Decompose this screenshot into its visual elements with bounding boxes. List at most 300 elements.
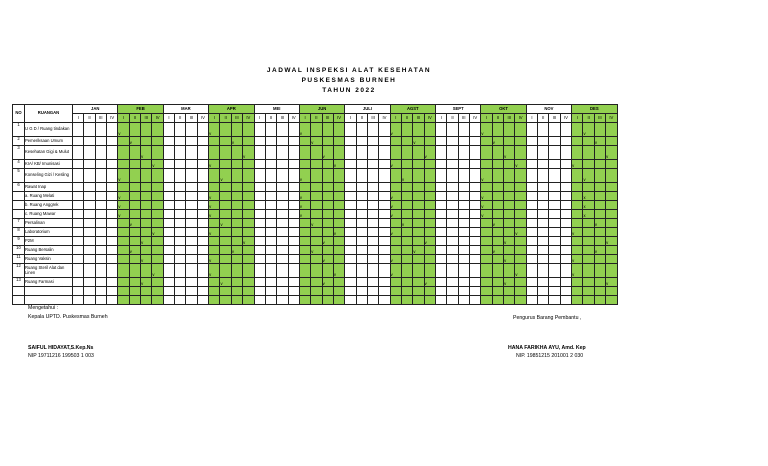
room-name: c. Ruang Mawar	[25, 210, 73, 219]
schedule-cell	[413, 210, 424, 219]
week-header: I	[481, 114, 492, 123]
schedule-cell	[379, 228, 390, 237]
schedule-cell	[277, 264, 288, 278]
schedule-cell	[243, 201, 254, 210]
schedule-cell	[243, 183, 254, 192]
schedule-cell	[220, 210, 231, 219]
schedule-cell	[526, 183, 537, 192]
schedule-cell	[436, 160, 447, 169]
check-mark: v	[481, 210, 492, 219]
schedule-cell	[572, 201, 583, 210]
check-mark: v	[129, 137, 140, 146]
schedule-cell	[447, 237, 458, 246]
schedule-cell	[186, 201, 197, 210]
schedule-cell	[345, 146, 356, 160]
schedule-cell	[481, 237, 492, 246]
row-number: 1	[13, 123, 25, 137]
schedule-cell	[118, 237, 129, 246]
schedule-cell	[379, 192, 390, 201]
schedule-cell	[311, 160, 322, 169]
check-mark: v	[583, 169, 594, 183]
month-header: SEPT	[436, 105, 481, 114]
schedule-cell	[401, 146, 412, 160]
schedule-cell	[277, 237, 288, 246]
schedule-cell	[526, 237, 537, 246]
schedule-cell	[277, 192, 288, 201]
schedule-cell	[95, 219, 106, 228]
schedule-cell	[526, 169, 537, 183]
schedule-cell	[141, 296, 152, 305]
schedule-cell	[549, 210, 560, 219]
schedule-cell	[356, 137, 367, 146]
week-header: I	[118, 114, 129, 123]
check-mark: v	[299, 201, 310, 210]
schedule-cell	[583, 219, 594, 228]
schedule-cell	[492, 160, 503, 169]
schedule-cell	[277, 201, 288, 210]
schedule-cell	[254, 183, 265, 192]
schedule-cell	[470, 287, 481, 296]
row-number	[13, 201, 25, 210]
check-mark: v	[424, 146, 435, 160]
schedule-cell	[265, 169, 276, 183]
schedule-cell	[413, 192, 424, 201]
schedule-cell	[436, 246, 447, 255]
schedule-cell	[186, 210, 197, 219]
room-name: U G D / Ruang tindakan	[25, 123, 73, 137]
schedule-cell	[356, 287, 367, 296]
room-name: Konseling Gizi / Kesling	[25, 169, 73, 183]
schedule-cell	[243, 137, 254, 146]
schedule-cell	[379, 219, 390, 228]
schedule-cell	[311, 210, 322, 219]
schedule-cell	[84, 255, 95, 264]
check-mark: v	[209, 123, 220, 137]
table-row	[13, 219, 618, 228]
schedule-cell	[515, 137, 526, 146]
schedule-cell	[447, 296, 458, 305]
schedule-cell	[277, 169, 288, 183]
schedule-cell	[73, 287, 84, 296]
schedule-cell	[186, 246, 197, 255]
check-mark: v	[209, 192, 220, 201]
schedule-cell	[424, 137, 435, 146]
schedule-cell	[470, 183, 481, 192]
check-mark: v	[118, 192, 129, 201]
schedule-cell	[129, 228, 140, 237]
schedule-cell	[401, 228, 412, 237]
schedule-cell	[526, 246, 537, 255]
schedule-cell	[322, 169, 333, 183]
schedule-cell	[84, 192, 95, 201]
schedule-cell	[526, 146, 537, 160]
schedule-cell	[492, 169, 503, 183]
column-header-room: RUANGAN	[25, 105, 73, 123]
schedule-cell	[504, 219, 515, 228]
schedule-cell	[254, 201, 265, 210]
schedule-cell	[401, 255, 412, 264]
schedule-cell	[492, 228, 503, 237]
check-mark: v	[299, 169, 310, 183]
schedule-cell	[254, 296, 265, 305]
schedule-cell	[333, 278, 344, 287]
schedule-cell	[594, 264, 605, 278]
schedule-cell	[458, 137, 469, 146]
schedule-cell	[141, 287, 152, 296]
schedule-cell	[231, 287, 242, 296]
schedule-cell	[141, 169, 152, 183]
schedule-cell	[538, 255, 549, 264]
schedule-cell	[572, 246, 583, 255]
schedule-cell	[129, 278, 140, 287]
schedule-cell	[197, 210, 208, 219]
schedule-cell	[299, 228, 310, 237]
schedule-cell	[390, 169, 401, 183]
row-number: 3	[13, 146, 25, 160]
schedule-cell	[492, 287, 503, 296]
schedule-cell	[118, 160, 129, 169]
schedule-cell	[163, 192, 174, 201]
schedule-cell	[390, 219, 401, 228]
table-row-empty	[13, 287, 618, 296]
month-header: NOV	[526, 105, 571, 114]
schedule-cell	[436, 296, 447, 305]
schedule-cell	[401, 201, 412, 210]
schedule-cell	[333, 146, 344, 160]
schedule-cell	[163, 228, 174, 237]
schedule-cell	[379, 264, 390, 278]
schedule-cell	[549, 246, 560, 255]
schedule-cell	[186, 169, 197, 183]
check-mark: x	[583, 201, 594, 210]
schedule-cell	[231, 255, 242, 264]
table-row	[13, 146, 618, 160]
schedule-cell	[152, 192, 163, 201]
schedule-cell	[186, 160, 197, 169]
schedule-cell	[231, 201, 242, 210]
schedule-cell	[118, 146, 129, 160]
schedule-cell	[141, 192, 152, 201]
schedule-cell	[583, 287, 594, 296]
schedule-cell	[515, 123, 526, 137]
schedule-cell	[447, 255, 458, 264]
schedule-cell	[515, 287, 526, 296]
schedule-cell	[379, 237, 390, 246]
check-mark: v	[299, 123, 310, 137]
schedule-cell	[538, 264, 549, 278]
schedule-cell	[526, 287, 537, 296]
schedule-cell	[447, 123, 458, 137]
schedule-cell	[299, 146, 310, 160]
schedule-cell	[197, 228, 208, 237]
schedule-cell	[322, 246, 333, 255]
schedule-cell	[265, 146, 276, 160]
document-subtitle: PUSKESMAS BURNEH	[301, 77, 397, 84]
schedule-cell	[197, 264, 208, 278]
schedule-cell	[345, 228, 356, 237]
schedule-cell	[560, 146, 571, 160]
schedule-cell	[73, 296, 84, 305]
schedule-cell	[436, 255, 447, 264]
schedule-cell	[345, 278, 356, 287]
schedule-cell	[606, 296, 617, 305]
schedule-cell	[118, 137, 129, 146]
schedule-cell	[322, 137, 333, 146]
schedule-cell	[152, 219, 163, 228]
schedule-cell	[107, 296, 118, 305]
schedule-cell	[492, 123, 503, 137]
schedule-cell	[95, 210, 106, 219]
week-header: III	[231, 114, 242, 123]
schedule-cell	[265, 287, 276, 296]
schedule-cell	[84, 264, 95, 278]
schedule-cell	[311, 255, 322, 264]
schedule-cell	[311, 237, 322, 246]
schedule-cell	[594, 228, 605, 237]
schedule-cell	[73, 237, 84, 246]
schedule-cell	[277, 137, 288, 146]
schedule-cell	[424, 123, 435, 137]
schedule-cell	[413, 160, 424, 169]
schedule-cell	[322, 123, 333, 137]
schedule-cell	[73, 169, 84, 183]
week-header: I	[73, 114, 84, 123]
schedule-cell	[481, 228, 492, 237]
schedule-cell	[345, 160, 356, 169]
schedule-cell	[367, 287, 378, 296]
schedule-cell	[606, 183, 617, 192]
schedule-cell	[549, 296, 560, 305]
schedule-cell	[243, 246, 254, 255]
week-header: II	[175, 114, 186, 123]
schedule-cell	[163, 296, 174, 305]
schedule-cell	[197, 123, 208, 137]
schedule-cell	[231, 123, 242, 137]
schedule-cell	[560, 219, 571, 228]
schedule-cell	[95, 192, 106, 201]
room-name: Rawat Inap	[25, 183, 73, 192]
week-header: III	[594, 114, 605, 123]
check-mark: v	[118, 123, 129, 137]
row-number	[13, 210, 25, 219]
schedule-cell	[538, 146, 549, 160]
schedule-cell	[220, 146, 231, 160]
schedule-cell	[322, 183, 333, 192]
schedule-cell	[129, 123, 140, 137]
schedule-cell	[73, 210, 84, 219]
schedule-cell	[424, 169, 435, 183]
schedule-cell	[606, 210, 617, 219]
schedule-cell	[107, 137, 118, 146]
schedule-cell	[220, 137, 231, 146]
schedule-cell	[345, 210, 356, 219]
schedule-cell	[129, 296, 140, 305]
schedule-cell	[458, 201, 469, 210]
schedule-cell	[333, 255, 344, 264]
schedule-cell	[413, 123, 424, 137]
schedule-cell	[333, 287, 344, 296]
table-row	[13, 137, 618, 146]
schedule-cell	[254, 146, 265, 160]
schedule-cell	[424, 201, 435, 210]
check-mark: v	[583, 123, 594, 137]
schedule-cell	[175, 146, 186, 160]
schedule-cell	[288, 219, 299, 228]
schedule-cell	[538, 183, 549, 192]
schedule-cell	[107, 210, 118, 219]
schedule-cell	[288, 255, 299, 264]
check-mark: v	[333, 160, 344, 169]
schedule-cell	[549, 169, 560, 183]
schedule-cell	[549, 228, 560, 237]
schedule-cell	[197, 160, 208, 169]
schedule-cell	[277, 183, 288, 192]
schedule-cell	[175, 264, 186, 278]
week-header: IV	[424, 114, 435, 123]
schedule-cell	[73, 146, 84, 160]
schedule-cell	[265, 137, 276, 146]
schedule-cell	[447, 183, 458, 192]
check-mark: v	[401, 219, 412, 228]
schedule-cell	[560, 237, 571, 246]
schedule-cell	[606, 169, 617, 183]
schedule-cell	[413, 296, 424, 305]
schedule-cell	[549, 183, 560, 192]
schedule-cell	[367, 219, 378, 228]
check-mark: v	[141, 278, 152, 287]
schedule-cell	[95, 237, 106, 246]
document-title-block	[0, 66, 698, 96]
schedule-cell	[481, 296, 492, 305]
schedule-cell	[107, 123, 118, 137]
check-mark: v	[152, 264, 163, 278]
schedule-cell	[470, 160, 481, 169]
schedule-cell	[254, 228, 265, 237]
week-header: IV	[606, 114, 617, 123]
schedule-cell	[367, 228, 378, 237]
schedule-cell	[572, 296, 583, 305]
schedule-cell	[594, 278, 605, 287]
schedule-cell	[163, 123, 174, 137]
schedule-cell	[73, 228, 84, 237]
schedule-cell	[95, 137, 106, 146]
schedule-cell	[118, 228, 129, 237]
schedule-cell	[243, 228, 254, 237]
schedule-cell	[413, 278, 424, 287]
schedule-cell	[73, 123, 84, 137]
check-mark: v	[481, 169, 492, 183]
schedule-cell	[538, 160, 549, 169]
schedule-cell	[549, 264, 560, 278]
check-mark: v	[129, 219, 140, 228]
row-number: 8	[13, 228, 25, 237]
schedule-cell	[549, 160, 560, 169]
schedule-cell	[231, 228, 242, 237]
week-header: I	[299, 114, 310, 123]
schedule-cell	[356, 296, 367, 305]
schedule-cell	[458, 228, 469, 237]
schedule-cell	[209, 183, 220, 192]
schedule-cell	[424, 264, 435, 278]
schedule-cell	[254, 264, 265, 278]
schedule-cell	[197, 201, 208, 210]
schedule-cell	[95, 123, 106, 137]
schedule-cell	[265, 160, 276, 169]
check-mark: v	[572, 160, 583, 169]
schedule-cell	[333, 169, 344, 183]
schedule-cell	[152, 210, 163, 219]
schedule-cell	[481, 219, 492, 228]
row-number: 6	[13, 183, 25, 192]
schedule-cell	[458, 219, 469, 228]
room-name	[25, 296, 73, 305]
schedule-cell	[549, 237, 560, 246]
schedule-cell	[572, 183, 583, 192]
schedule-cell	[288, 210, 299, 219]
schedule-cell	[243, 287, 254, 296]
schedule-cell	[515, 296, 526, 305]
schedule-cell	[583, 137, 594, 146]
schedule-cell	[163, 278, 174, 287]
schedule-cell	[95, 287, 106, 296]
check-mark: v	[594, 137, 605, 146]
schedule-cell	[526, 210, 537, 219]
check-mark: v	[333, 264, 344, 278]
schedule-cell	[118, 296, 129, 305]
schedule-cell	[129, 210, 140, 219]
schedule-cell	[333, 137, 344, 146]
schedule-cell	[560, 278, 571, 287]
check-mark: v	[243, 146, 254, 160]
custodian-nip: NIP. 19851215 201001 2 030	[516, 353, 584, 359]
schedule-cell	[549, 287, 560, 296]
check-mark: v	[390, 255, 401, 264]
table-row	[13, 123, 618, 137]
schedule-cell	[231, 169, 242, 183]
schedule-cell	[254, 169, 265, 183]
schedule-cell	[424, 296, 435, 305]
schedule-cell	[367, 123, 378, 137]
schedule-cell	[367, 201, 378, 210]
schedule-cell	[299, 183, 310, 192]
schedule-cell	[379, 287, 390, 296]
schedule-cell	[73, 183, 84, 192]
document-title: JADWAL INSPEKSI ALAT KESEHATAN	[266, 67, 432, 74]
schedule-cell	[606, 160, 617, 169]
schedule-cell	[265, 246, 276, 255]
schedule-cell	[594, 296, 605, 305]
schedule-cell	[186, 296, 197, 305]
schedule-cell	[345, 219, 356, 228]
check-mark: v	[220, 278, 231, 287]
schedule-cell	[379, 137, 390, 146]
check-mark: v	[311, 137, 322, 146]
check-mark: x	[583, 210, 594, 219]
schedule-cell	[413, 146, 424, 160]
week-header: III	[322, 114, 333, 123]
schedule-cell	[367, 137, 378, 146]
schedule-cell	[311, 287, 322, 296]
schedule-cell	[197, 287, 208, 296]
schedule-cell	[436, 137, 447, 146]
schedule-cell	[560, 192, 571, 201]
schedule-cell	[220, 192, 231, 201]
schedule-cell	[107, 146, 118, 160]
table-row	[13, 228, 618, 237]
schedule-cell	[311, 146, 322, 160]
week-header: III	[504, 114, 515, 123]
schedule-cell	[84, 137, 95, 146]
